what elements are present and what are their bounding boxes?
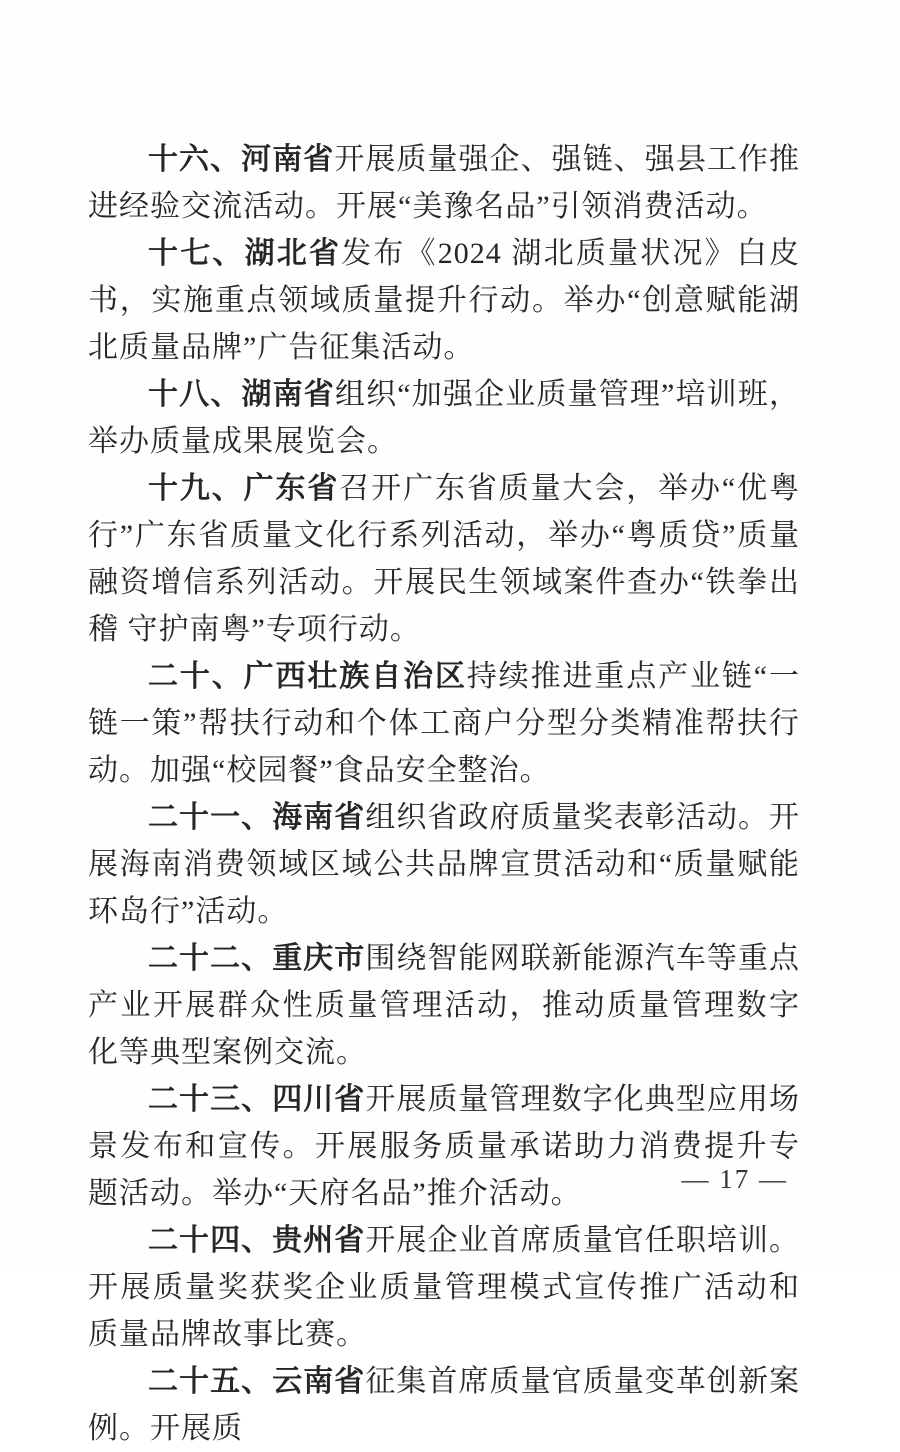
paragraph-item-18 (88, 371, 800, 465)
paragraph-item-16 (88, 136, 800, 230)
item-lead: 二十二、重庆市 (148, 942, 366, 975)
item-lead: 二十、广西壮族自治区 (148, 660, 467, 693)
item-lead: 二十四、贵州省 (148, 1224, 366, 1257)
page-number: — 17 — (681, 1164, 788, 1194)
paragraph-item-19 (88, 465, 800, 653)
item-lead: 十六、河南省 (148, 143, 335, 176)
item-body: 征集首席质量官质量变革创新案例。开展质 (88, 1365, 801, 1445)
item-body: 开展企业首席质量官任职培训。开展质量奖获奖企业质量管理模式宣传推广活动和质量品牌故事比赛。 (88, 1224, 801, 1351)
item-body: 围绕智能网联新能源汽车等重点产业开展群众性质量管理活动，推动质量管理数字化等典型案例交流。 (88, 942, 801, 1069)
item-body: 组织“加强企业质量管理”培训班，举办质量成果展览会。 (88, 378, 800, 458)
paragraph-item-22 (88, 935, 800, 1076)
document-body (88, 136, 800, 1452)
paragraph-item-21 (88, 794, 800, 935)
paragraph-item-20 (88, 653, 800, 794)
item-body: 开展质量强企、强链、强县工作推进经验交流活动。开展“美豫名品”引领消费活动。 (88, 143, 801, 223)
paragraph-item-23 (88, 1076, 800, 1217)
item-body: 组织省政府质量奖表彰活动。开展海南消费领域区域公共品牌宣贯活动和“质量赋能环岛行”活动。 (88, 801, 801, 928)
item-lead: 二十三、四川省 (148, 1083, 366, 1116)
paragraph-item-24 (88, 1217, 800, 1358)
item-body: 开展质量管理数字化典型应用场景发布和宣传。开展服务质量承诺助力消费提升专题活动。举办“天府名品”推介活动。 (88, 1083, 801, 1210)
paragraph-item-17 (88, 230, 800, 371)
item-body: 召开广东省质量大会，举办“优粤行”广东省质量文化行系列活动，举办“粤质贷”质量融资增信系列活动。开展民生领域案件查办“铁拳出稽 守护南粤”专项行动。 (88, 472, 800, 646)
item-lead: 二十五、云南省 (148, 1365, 366, 1398)
item-lead: 十八、湖南省 (148, 378, 335, 411)
item-body: 持续推进重点产业链“一链一策”帮扶行动和个体工商户分型分类精准帮扶行动。加强“校园餐”食品安全整治。 (88, 660, 800, 787)
item-lead: 十七、湖北省 (148, 237, 342, 270)
item-body: 发布《2024 湖北质量状况》白皮书，实施重点领域质量提升行动。举办“创意赋能湖北质量品牌”广告征集活动。 (88, 237, 801, 364)
paragraph-item-25 (88, 1358, 800, 1452)
item-lead: 二十一、海南省 (148, 801, 366, 834)
item-lead: 十九、广东省 (148, 472, 340, 505)
